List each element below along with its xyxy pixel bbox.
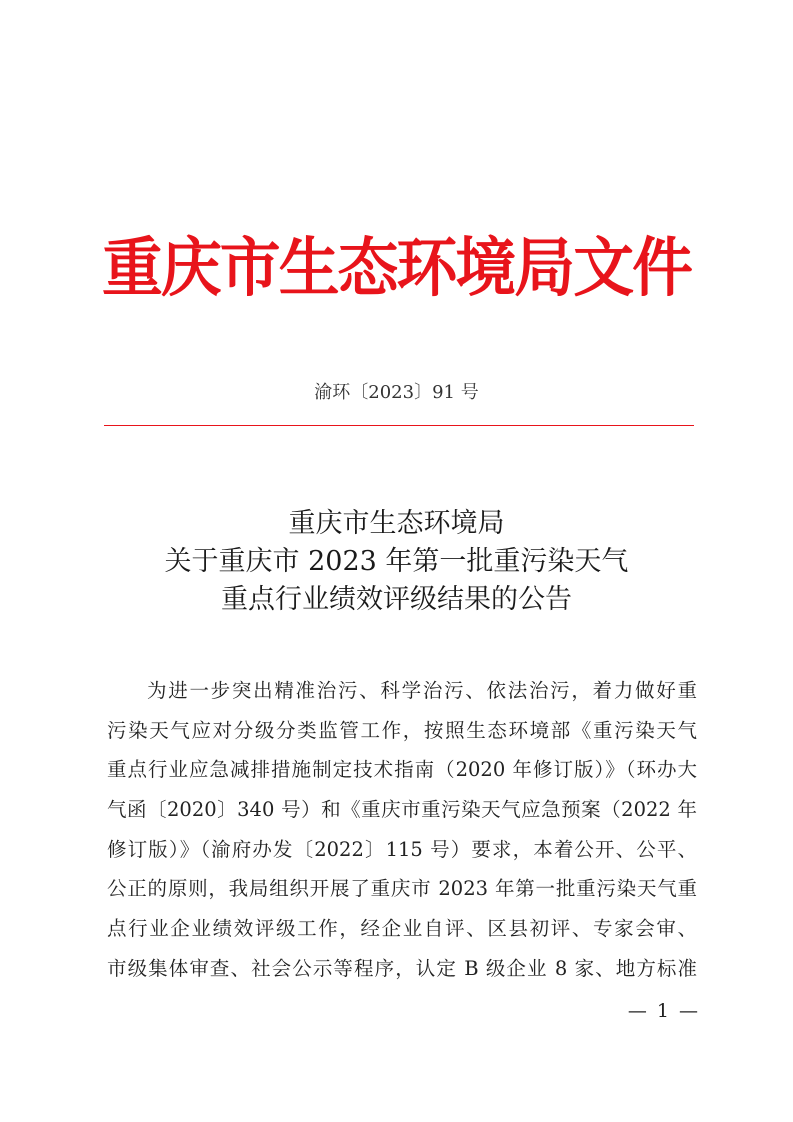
document-number: 渝环〔2023〕91 号 (314, 382, 479, 403)
document-masthead: 重庆市生态环境局文件 (102, 232, 692, 306)
body-paragraph (107, 671, 697, 989)
body-line: 市级集体审查、社会公示等程序，认定 B 级企业 8 家、地方标准 (107, 956, 697, 980)
body-line: 修订版）》（渝府办发〔2022〕115 号）要求，本着公开、公平、 (107, 837, 697, 861)
body-line: 污染天气应对分级分类监管工作，按照生态环境部《重污染天气 (107, 718, 697, 742)
body-line: 点行业企业绩效评级工作，经企业自评、区县初评、专家会审、 (107, 917, 697, 941)
title-line-1: 重庆市生态环境局 (288, 508, 505, 539)
title-line-3: 重点行业绩效评级结果的公告 (221, 584, 572, 615)
body-line: 气函〔2020〕340 号）和《重庆市重污染天气应急预案（2022 年 (107, 798, 697, 822)
body-line: 为进一步突出精准治污、科学治污、依法治污，着力做好重 (147, 679, 697, 702)
body-line: 公正的原则，我局组织开展了重庆市 2023 年第一批重污染天气重 (107, 877, 697, 901)
announcement-title (0, 505, 793, 619)
red-divider-line (104, 425, 694, 426)
page-number: — 1 — (627, 1000, 700, 1022)
title-line-2: 关于重庆市 2023 年第一批重污染天气 (164, 546, 629, 577)
body-line: 重点行业应急减排措施制定技术指南（2020 年修订版）》（环办大 (107, 758, 697, 782)
